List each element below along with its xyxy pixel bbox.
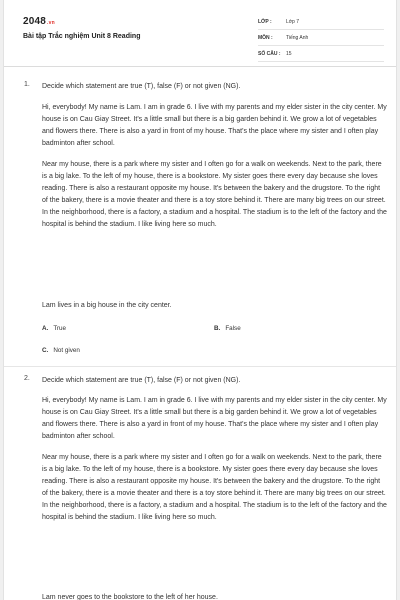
answer-option-c[interactable] [42,347,80,354]
question-number: 1. [24,81,30,88]
passage-paragraph: Hi, everybody! My name is Lam. I am in grade 6. I live with my parents and my elder sister in the city center. My house is on Cau Giay Street. It's a little small but there is a big garden behind it. We grow a lot of vegetables and flowers there. There is also a yard in front of my house. That's the place where my sister and I often play badminton after school. [42,104,387,147]
meta-value: Tiếng Anh [286,34,309,41]
answer-option-b[interactable] [214,325,241,332]
meta-row-count [258,46,384,62]
option-text: False [225,325,241,332]
passage-paragraph: Near my house, there is a park where my sister and I often go for a walk on weekends. Next to the park, there is a big lake. To the left of my house, there is a bookstore. My sister goes there every day because she loves reading. There is also a restaurant opposite my house. It's between the bakery and the drugstore. To the right of the bakery, there is a movie theater and there is a toy store behind it. There are many big trees on our street. In the neighborhood, there is a factory, a stadium and a hospital. The stadium is to the left of the factory and the hospital is behind the stadium. I like living here so much. [42,161,387,228]
site-logo[interactable]: 2048.vn [23,16,55,27]
meta-row-class [258,14,384,30]
passage-paragraph: Hi, everybody! My name is Lam. I am in grade 6. I live with my parents and my elder sister in the city center. My house is on Cau Giay Street. It's a little small but there is a big garden behind it. We grow a lot of vegetables and flowers there. There is also a yard in front of my house. That's the place where my sister and I often play badminton after school. [42,397,387,440]
worksheet-meta [258,14,384,62]
passage-paragraph: Near my house, there is a park where my sister and I often go for a walk on weekends. Next to the park, there is a big lake. To the left of my house, there is a bookstore. My sister goes there every day because she loves reading. There is also a restaurant opposite my house. It's between the bakery and the drugstore. To the right of the bakery, there is a movie theater and there is a toy store behind it. There are many big trees on our street. In the neighborhood, there is a factory, a stadium and a hospital. The stadium is to the left of the factory and the hospital is behind the stadium. I like living here so much. [42,454,387,521]
option-letter: C. [42,347,49,354]
meta-value: Lớp 7 [286,18,300,25]
reading-passage [42,395,387,533]
meta-row-subject [258,30,384,46]
option-letter: A. [42,325,49,332]
question-divider [4,366,397,367]
question-prompt: Decide which statement are true (T), false (F) or not given (NG). [42,83,241,90]
question-statement: Lam lives in a big house in the city center. [42,302,172,309]
question-statement: Lam never goes to the bookstore to the left of her house. [42,594,218,600]
option-text: True [53,325,67,332]
meta-label: SỐ CÂU : [258,50,281,57]
worksheet-page [3,0,397,600]
worksheet-title: Bài tập Trắc nghiệm Unit 8 Reading [23,33,141,40]
worksheet-header [4,0,396,67]
reading-passage [42,102,387,240]
question-number: 2. [24,375,30,382]
question-prompt: Decide which statement are true (T), false (F) or not given (NG). [42,377,241,384]
option-letter: B. [214,325,221,332]
option-text: Not given [53,347,80,354]
meta-value: 15 [286,50,292,57]
meta-label: MÔN : [258,34,273,41]
answer-option-a[interactable] [42,325,66,332]
meta-label: LỚP : [258,18,272,25]
